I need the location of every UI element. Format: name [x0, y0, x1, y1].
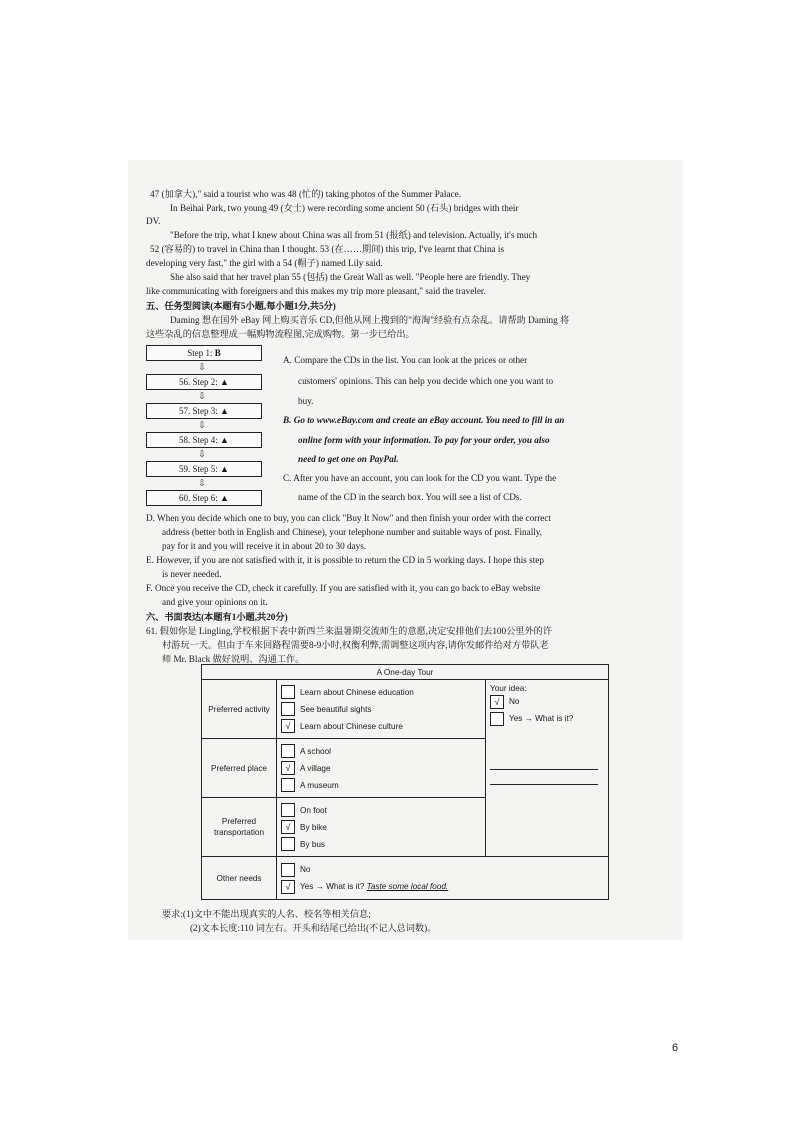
option-a-line-1: A. Compare the CDs in the list. You can look at the prices or other [283, 355, 528, 365]
checkmark-icon: √ [281, 880, 295, 894]
section6-prompt-2: 村游玩一天。但由于车来回路程需要8-9小时,权衡利弊,需调整这项内容,请你发邮件给对方带队老 [162, 640, 549, 650]
checkbox-icon [281, 685, 295, 699]
section6-prompt-3: 师 Mr. Black 做好说明、沟通工作。 [162, 654, 305, 664]
cloze-line-2: In Beihai Park, two young 49 (女士) were recording some ancient 50 (石头) bridges with their [170, 203, 519, 213]
section6-header: 六、书面表达(本题有1小题,共20分) [146, 612, 288, 622]
idea-label: Your idea: [490, 684, 527, 693]
option-b-line-2: online form with your information. To pay for your order, you also [298, 435, 550, 445]
option-label: See beautiful sights [300, 704, 372, 714]
requirement-line-1: 要求:(1)文中不能出现真实的人名、校名等相关信息; [162, 909, 371, 919]
checkmark-icon: √ [281, 761, 295, 775]
option-label: A museum [300, 780, 339, 790]
checkbox-icon [281, 778, 295, 792]
category-activity: Preferred activity [202, 680, 277, 739]
checkbox-icon [281, 744, 295, 758]
cloze-line-7: She also said that her travel plan 55 (包括) the Great Wall as well. "People here are friendly. They [170, 272, 531, 282]
option-label: By bike [300, 822, 327, 832]
option-a-line-2: customers' opinions. This can help you decide which one you want to [298, 376, 554, 386]
option-e-line-2: is never needed. [162, 569, 222, 579]
option-d-line-2: address (better both in English and Chinese), your telephone number and suitable ways of post. Finally, [162, 527, 543, 537]
category-other-needs: Other needs [202, 857, 277, 900]
option-label: A school [300, 746, 331, 756]
tour-table-title: A One-day Tour [202, 665, 609, 680]
flow-step-3: 57. Step 3: ▲ [146, 403, 262, 419]
cloze-line-4: "Before the trip, what I knew about China was all from 51 (报纸) and television. Actually, it's much [170, 230, 538, 240]
section5-intro-2: 这些杂乱的信息整理成一幅购物流程图,完成购物。第一步已给出。 [146, 329, 415, 339]
idea-no: No [509, 697, 520, 706]
activity-options [277, 680, 486, 739]
flow-arrow-icon: ⇩ [198, 449, 206, 459]
option-f-line-2: and give your opinions on it. [162, 597, 268, 607]
tour-table [201, 664, 609, 900]
flow-step-2: 56. Step 2: ▲ [146, 374, 262, 390]
checkbox-icon [281, 863, 295, 877]
option-label: Learn about Chinese culture [300, 721, 403, 731]
checkbox-icon [281, 803, 295, 817]
section5-intro-1: Daming 想在国外 eBay 网上购买音乐 CD,但他从网上搜到的"海淘"经验有点杂乱。请帮助 Daming 将 [170, 315, 570, 325]
cloze-line-8: like communicating with foreigners and this makes my trip more pleasant," said the traveler. [146, 286, 486, 296]
option-label: Learn about Chinese education [300, 687, 414, 697]
flow-arrow-icon: ⇩ [198, 420, 206, 430]
checkmark-icon: √ [281, 719, 295, 733]
option-c-line-1: C. After you have an account, you can look for the CD you want. Type the [283, 473, 557, 483]
page-number: 6 [672, 1042, 679, 1054]
flow-step-6: 60. Step 6: ▲ [146, 490, 262, 506]
flow-arrow-icon: ⇩ [198, 478, 206, 488]
answer-blank-line [490, 755, 598, 770]
place-options [277, 739, 486, 798]
option-label: On foot [300, 805, 327, 815]
option-e-line-1: E. However, if you are not satisfied with it, it is possible to return the CD in 5 working days. I hope this step [146, 555, 544, 565]
checkmark-icon: √ [281, 820, 295, 834]
category-transportation: Preferred transportation [202, 798, 277, 857]
cloze-line-6: developing very fast," the girl with a 54 (帽子) named Lily said. [146, 258, 383, 268]
idea-yes: Yes → What is it? [509, 714, 574, 723]
option-label: By bus [300, 839, 326, 849]
cloze-line-3: DV. [146, 216, 161, 226]
your-idea-cell [486, 680, 609, 857]
flow-arrow-icon: ⇩ [198, 391, 206, 401]
category-place: Preferred place [202, 739, 277, 798]
option-d-line-1: D. When you decide which one to buy, you can click "Buy It Now" and then finish your order with the correct [146, 513, 552, 523]
option-d-line-3: pay for it and you will receive it in about 20 to 30 days. [162, 541, 367, 551]
checkbox-icon [281, 837, 295, 851]
option-b-line-3: need to get one on PayPal. [298, 454, 399, 464]
other-needs-options [277, 857, 609, 900]
flow-step-5: 59. Step 5: ▲ [146, 461, 262, 477]
option-a-line-3: buy. [298, 396, 314, 406]
transportation-options [277, 798, 486, 857]
flow-arrow-icon: ⇩ [198, 362, 206, 372]
requirement-line-2: (2)文本长度:110 词左右。开头和结尾已给出(不记人总词数)。 [190, 923, 437, 933]
answer-blank-line [490, 770, 598, 785]
option-f-line-1: F. Once you receive the CD, check it carefully. If you are satisfied with it, you can go back to eBay website [146, 583, 541, 593]
checkbox-icon [490, 712, 504, 726]
section6-prompt-1: 61. 假如你是 Lingling,学校根据下表中新西兰来温暑期交流师生的意愿,决定安排他们去100公里外的许 [146, 626, 553, 636]
checkmark-icon: √ [490, 695, 504, 709]
cloze-line-5: 52 (容易的) to travel in China than I thought. 53 (在……期间) this trip, I've learnt that China is [150, 244, 505, 254]
other-answer: Taste some local food. [366, 882, 449, 891]
other-yes: Yes → What is it? [300, 882, 365, 891]
option-c-line-2: name of the CD in the search box. You will see a list of CDs. [298, 492, 522, 502]
cloze-line-1: 47 (加拿大)," said a tourist who was 48 (忙的) taking photos of the Summer Palace. [150, 189, 461, 199]
flow-step-1: Step 1: B [146, 345, 262, 361]
flow-step-4: 58. Step 4: ▲ [146, 432, 262, 448]
checkbox-icon [281, 702, 295, 716]
option-b-line-1: B. Go to www.eBay.com and create an eBay account. You need to fill in an [283, 415, 565, 425]
section5-header: 五、任务型阅读(本题有5小题,每小题1分,共5分) [146, 301, 336, 311]
option-label: A village [300, 763, 331, 773]
other-no: No [300, 865, 311, 874]
